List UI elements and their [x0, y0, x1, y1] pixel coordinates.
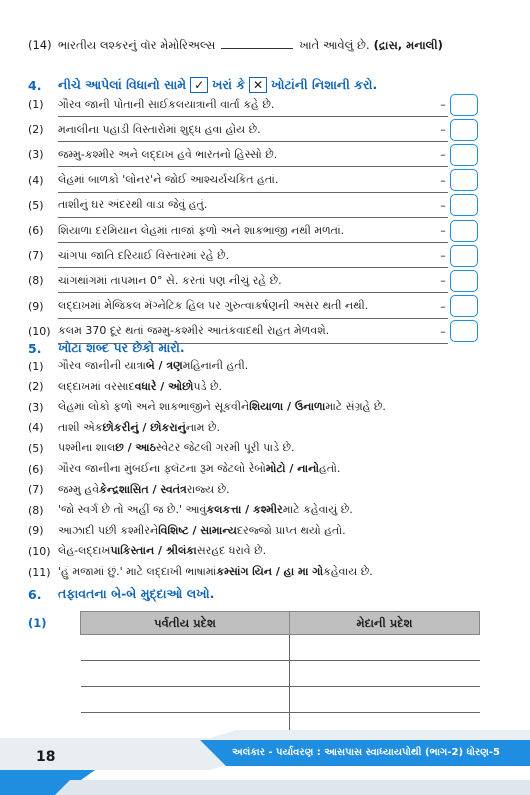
answer-box[interactable] — [450, 194, 478, 216]
true-false-row — [28, 268, 478, 293]
strike-word-row — [28, 438, 498, 458]
dash: – — [440, 123, 446, 137]
strike-word-row — [28, 397, 498, 417]
statement-text: ચાંગપા જાતિ દરિયાઈ વિસ્તારમાં રહે છે. — [58, 248, 230, 262]
word-choices[interactable]: શિયાળા / ઉનાળા — [249, 400, 326, 414]
item-number: (7) — [28, 483, 44, 497]
dash: – — [440, 198, 446, 212]
statement-text: લદ્દાખમાં મેજિકલ મૅગ્નેટિક હિલ પર ગુરુત્વાકર્ષણની અસર થતી નથી. — [58, 299, 369, 313]
section-number: 4. — [28, 77, 42, 93]
question-number: (14) — [28, 38, 52, 52]
strike-word-row — [28, 480, 498, 500]
item-number: (10) — [28, 324, 51, 338]
true-false-row — [28, 142, 478, 167]
item-number: (4) — [28, 421, 44, 435]
item-number: (9) — [28, 524, 44, 538]
tick-icon: ✓ — [190, 77, 208, 93]
dash: – — [440, 274, 446, 288]
statement-text: જમ્મુ-કશ્મીર અને લદ્દાખ હવે ભારતનો હિસ્સો છે. — [58, 147, 278, 161]
answer-box[interactable] — [450, 119, 478, 141]
answer-box[interactable] — [450, 220, 478, 242]
strike-word-row — [28, 377, 498, 397]
options-text: (દ્રાસ, મનાલી) — [373, 38, 443, 52]
word-choices[interactable]: પાકિસ્તાન / શ્રીલંકા — [110, 544, 197, 558]
sentence-start: આઝાદી પછી કશ્મીરને — [58, 523, 159, 537]
dash: – — [440, 173, 446, 187]
strike-word-row — [28, 521, 498, 541]
sentence-end: કહેવાય છે. — [323, 565, 373, 578]
question-text-after: ખાતે આવેલું છે. — [299, 38, 370, 52]
statement-text: મનાલીના પહાડી વિસ્તારોમાં શુદ્ધ હવા હોય છે. — [58, 122, 261, 136]
strike-word-row — [28, 459, 498, 479]
answer-cell[interactable] — [81, 661, 290, 687]
section-title: ખોટા શબ્દ પર છેકો મારો. — [58, 340, 185, 355]
word-choices[interactable]: કલકત્તા / કશ્મીર — [206, 503, 283, 517]
section-5-heading — [28, 340, 185, 356]
strike-word-row — [28, 356, 498, 376]
answer-box[interactable] — [450, 245, 478, 267]
section-6-heading — [28, 586, 214, 602]
word-choices[interactable]: વધારે / ઓછો — [134, 379, 194, 393]
column-header-plain: મેદાની પ્રદેશ — [290, 612, 480, 635]
item-number: (11) — [28, 565, 51, 579]
sentence-end: નામ છે. — [185, 420, 220, 434]
sentence-start: 'જો સ્વર્ગ છે તો અહીં જ છે.' આવું — [58, 503, 207, 517]
sentence-start: લેહ-લદ્દાખ — [58, 544, 111, 558]
sentence-end: સ્વેટર જેટલી ગરમી પૂરી પાડે છે. — [155, 441, 295, 455]
statement-text: શિયાળા દરમિયાન લેહમાં તાજાં ફળો અને શાકભાજી નથી મળતાં. — [58, 223, 345, 237]
word-choices[interactable]: છ / આઠ — [115, 441, 156, 455]
question-text: ભારતીય લશ્કરનું વૉર મેમોરિઅલ્સ — [58, 38, 216, 52]
answer-box[interactable] — [450, 144, 478, 166]
table-row — [81, 687, 480, 713]
sentence-start: પશ્મીના શાલ — [58, 441, 116, 455]
word-choices[interactable]: છોકરીનું / છોકરાનું — [102, 420, 186, 434]
page-number: 18 — [36, 749, 56, 765]
strike-word-row — [28, 418, 498, 438]
item-number: (10) — [28, 544, 51, 558]
answer-box[interactable] — [450, 169, 478, 191]
sentence-end: પડે છે. — [193, 379, 223, 393]
sentence-start: જમ્મુ હવે — [58, 482, 100, 496]
strike-word-row — [28, 500, 498, 520]
sentence-end: દરજ્જો પ્રાપ્ત થયો હતો. — [236, 523, 346, 537]
sentence-end: મહિનાની હતી. — [182, 359, 249, 372]
item-number: (7) — [28, 249, 44, 263]
strike-word-row — [28, 541, 498, 561]
statement-text: તાશીનું ઘર અંદરથી વાડા જેવું હતું. — [58, 198, 208, 212]
word-choices[interactable]: વિશિષ્ટ / સામાન્ય — [158, 523, 237, 537]
section-title: તફાવતના બે-બે મુદ્દાઓ લખો. — [58, 586, 215, 601]
dash: – — [440, 224, 446, 237]
answer-cell[interactable] — [290, 687, 480, 713]
true-false-row — [28, 92, 478, 117]
table-row — [81, 661, 480, 687]
table-row — [81, 635, 480, 661]
true-false-row — [28, 243, 478, 268]
item-number: (8) — [28, 274, 44, 288]
item-number: (4) — [28, 173, 44, 187]
book-title: અલંકાર - પર્યાવરણ : આસપાસ સ્વાધ્યાયપોથી (ભાગ-2) ધોરણ-5 — [232, 747, 500, 758]
word-choices[interactable]: કમ્સાંગ યિન / હા મા ગો — [216, 565, 324, 578]
footer-bottom-band — [55, 780, 530, 795]
statement-text: ગૌરવ જાની પોતાની સાઈકલયાત્રાની વાર્તા કહે છે. — [58, 97, 275, 111]
item-number: (1) — [28, 98, 44, 111]
true-false-row — [28, 117, 478, 142]
answer-box[interactable] — [450, 295, 478, 317]
sentence-end: સરહદ ધરાવે છે. — [196, 544, 267, 558]
true-false-row — [28, 193, 478, 218]
sentence-start: તાશી એક — [58, 420, 103, 434]
strike-word-row — [28, 562, 498, 582]
difference-table — [80, 611, 480, 739]
item-number: (5) — [28, 441, 44, 455]
column-header-mountain: પર્વતીય પ્રદેશ — [81, 612, 290, 635]
word-choices[interactable]: કેન્દ્રશાસિત / સ્વતંત્ર — [99, 482, 187, 496]
item-number: (3) — [28, 148, 44, 162]
sentence-end: હતો. — [319, 462, 341, 475]
item-number: (8) — [28, 503, 44, 517]
item-number: (6) — [28, 224, 44, 237]
item-number: (2) — [28, 123, 44, 137]
sentence-end: રાજ્ય છે. — [186, 482, 230, 496]
section-number: 5. — [28, 340, 42, 356]
sentence-start: 'હું મજામાં છું.' માટે લદ્દાખી ભાષામાં — [58, 565, 217, 578]
answer-cell[interactable] — [81, 635, 290, 661]
item-number: (5) — [28, 198, 44, 212]
dash: – — [440, 249, 446, 263]
table-item-number: (1) — [28, 616, 47, 630]
section-4-heading — [28, 77, 377, 93]
dash: – — [440, 299, 446, 313]
answer-blank[interactable] — [221, 48, 293, 49]
word-choices[interactable]: બે / ત્રણ — [145, 359, 183, 372]
section-number: 6. — [28, 586, 42, 602]
dash: – — [440, 148, 446, 162]
answer-box[interactable] — [450, 320, 478, 342]
word-choices[interactable]: મોટો / નાનો — [265, 462, 320, 475]
sentence-start: લેહમાં લોકો ફળો અને શાકભાજીને સૂકવીને — [58, 400, 250, 414]
answer-cell[interactable] — [81, 687, 290, 713]
answer-cell[interactable] — [290, 635, 480, 661]
item-number: (3) — [28, 400, 44, 414]
sentence-start: ગૌરવ જાનીના મુંબઈના ફ્લૅટના રૂમ જેટલો રેબો — [58, 462, 266, 475]
statement-text: કલમ 370 દૂર થતાં જમ્મુ-કશ્મીર આતંકવાદથી રાહત મેળવશે. — [58, 324, 330, 338]
statement-text: લેહમાં બાળકો 'લોનર'ને જોઈ આશ્ચર્યચકિત હતાં. — [58, 173, 279, 187]
item-number: (2) — [28, 380, 44, 394]
answer-box[interactable] — [450, 94, 478, 116]
sentence-start: લદ્દાખમાં વરસાદ — [58, 379, 135, 393]
footer-band — [0, 730, 530, 795]
sentence-end: માટે કહેવાયું છે. — [282, 503, 353, 517]
section-title-part3: ખોટાંની નિશાની કરો. — [271, 77, 378, 92]
answer-cell[interactable] — [290, 661, 480, 687]
dash: – — [440, 324, 446, 338]
true-false-row — [28, 168, 478, 193]
dash: – — [440, 98, 446, 111]
question-14 — [28, 38, 443, 53]
answer-box[interactable] — [450, 270, 478, 292]
section-title-part1: નીચે આપેલાં વિધાનો સામે — [58, 77, 187, 92]
true-false-row — [28, 218, 478, 243]
statement-text: ચાંગથાંગમાં તાપમાન 0° સે. કરતાં પણ નીચું રહે છે. — [58, 273, 282, 287]
item-number: (6) — [28, 462, 44, 476]
true-false-row — [28, 294, 478, 319]
item-number: (9) — [28, 299, 44, 313]
sentence-end: માટે સંગ્રહે છે. — [325, 400, 386, 414]
cross-icon: ✕ — [249, 77, 267, 93]
sentence-start: ગૌરવ જાનીની યાત્રા — [58, 359, 146, 372]
section-title-part2: ખરાં કે — [212, 77, 246, 92]
item-number: (1) — [28, 359, 44, 373]
